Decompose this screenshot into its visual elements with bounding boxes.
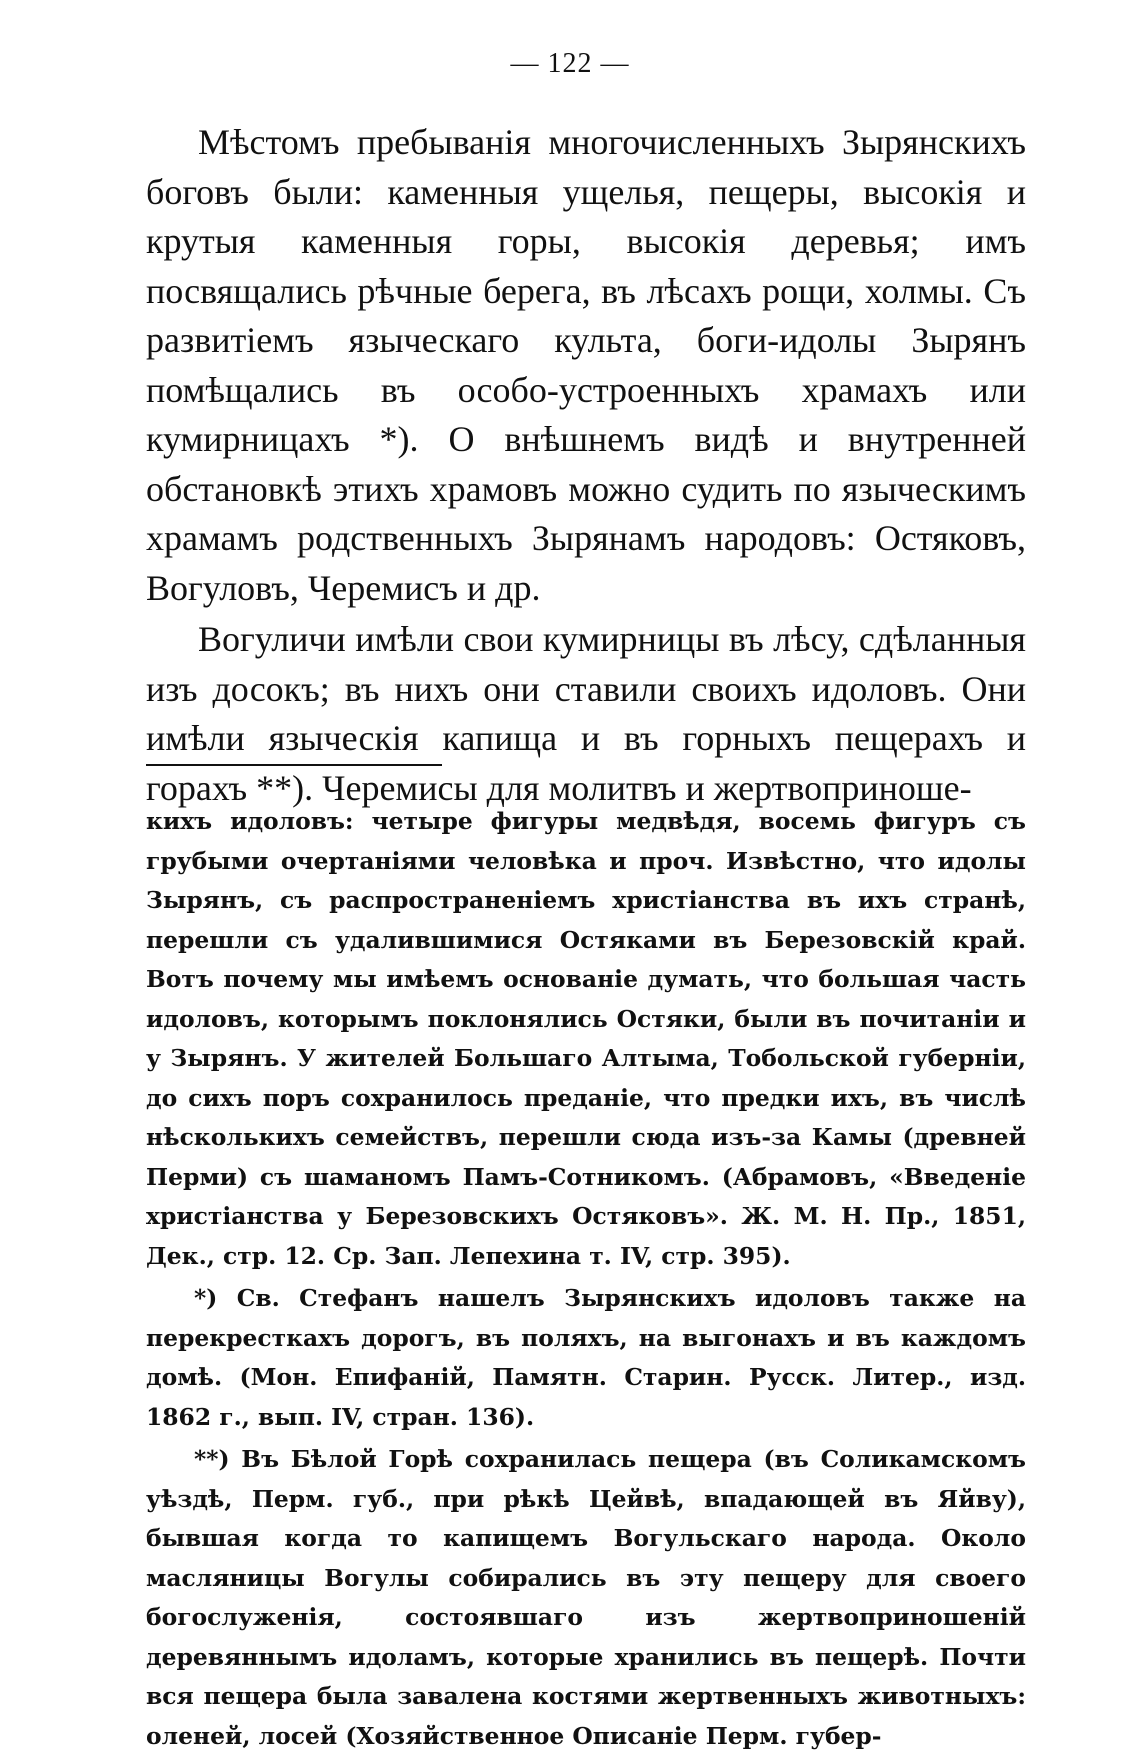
footnote-divider [146, 764, 442, 766]
footnote-continuation: кихъ идоловъ: четыре фигуры медвѣдя, восемь фигуръ съ грубыми очертаніями человѣка и проч. Извѣстно, что идолы Зырянъ, съ распространеніемъ христіанства въ ихъ странѣ, перешли съ удалившимися Остяками въ Березовскій край. Вотъ почему мы имѣемъ основаніе думать, что большая часть идоловъ, которымъ поклонялись Остяки, были въ почитаніи и у Зырянъ. У жителей Большаго Алтыма, Тобольской губерніи, до сихъ поръ сохранилось преданіе, что предки ихъ, въ числѣ нѣсколькихъ семействъ, перешли сюда изъ-за Камы (древней Перми) съ шаманомъ Памъ-Сотникомъ. (Абрамовъ, «Введеніе христіанства у Березовскихъ Остяковъ». Ж. М. Н. Пр., 1851, Дек., стр. 12. Ср. Зап. Лепехина т. IV, стр. 395). [146, 807, 1026, 1270]
page-number: — 122 — [510, 48, 630, 79]
footnote-star-one: *) Св. Стефанъ нашелъ Зырянскихъ идоловъ также на перекресткахъ дорогъ, въ поляхъ, на выгонахъ и въ каждомъ домѣ. (Мон. Епифаній, Памятн. Старин. Русск. Литер., изд. 1862 г., вып. IV, стран. 136). [146, 1284, 1026, 1431]
footnotes [146, 802, 1026, 1756]
main-paragraph-2: Вогуличи имѣли свои кумирницы въ лѣсу, сдѣланныя изъ досокъ; въ нихъ они ставили своихъ идоловъ. Они имѣли языческія капища и въ горныхъ пещерахъ и горахъ **). Черемисы для молитвъ и жертвоприноше- [146, 619, 1026, 808]
main-text [146, 118, 1026, 813]
main-paragraph-1: Мѣстомъ пребыванія многочисленныхъ Зырянскихъ боговъ были: каменныя ущелья, пещеры, высокія и крутыя каменныя горы, высокія деревья; имъ посвящались рѣчные берега, въ лѣсахъ рощи, холмы. Съ развитіемъ языческаго культа, боги-идолы Зырянъ помѣщались въ особо-устроенныхъ храмахъ или кумирницахъ *). О внѣшнемъ видѣ и внутренней обстановкѣ этихъ храмовъ можно судить по языческимъ храмамъ родственныхъ Зырянамъ народовъ: Остяковъ, Вогуловъ, Черемисъ и др. [146, 122, 1026, 608]
footnote-star-two: **) Въ Бѣлой Горѣ сохранилась пещера (въ Соликамскомъ уѣздѣ, Перм. губ., при рѣкѣ Цейвѣ, впадающей въ Яйву), бывшая когда то капищемъ Вогульскаго народа. Около масляницы Вогулы собирались въ эту пещеру для своего богослуженія, состоявшаго изъ жертвоприношеній деревяннымъ идоламъ, которые хранились въ пещерѣ. Почти вся пещера была завалена костями жертвенныхъ животныхъ: оленей, лосей (Хозяйственное Описаніе Перм. губер- [146, 1445, 1026, 1750]
